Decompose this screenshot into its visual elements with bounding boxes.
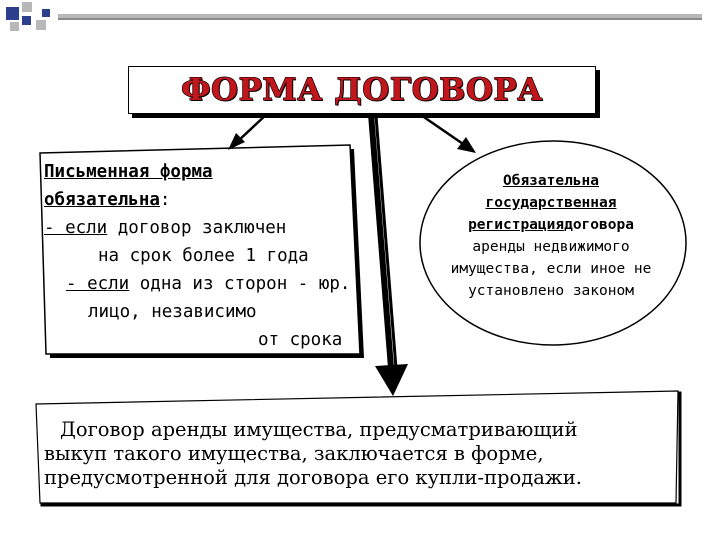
arrow-to-left-line bbox=[237, 113, 268, 142]
decor-top-bar-shadow bbox=[58, 18, 702, 20]
bottom-line3: предусмотренной для договора его купли-продажи. bbox=[44, 466, 583, 489]
title-text: ФОРМА ДОГОВОРА bbox=[181, 72, 543, 108]
bottom-block-text bbox=[44, 418, 684, 490]
arrow-to-bottom-head bbox=[375, 364, 408, 396]
left-block-text bbox=[44, 158, 394, 354]
right-line5: имущества, если иное не bbox=[450, 261, 652, 277]
left-bullet2-cont1: лицо, независимо bbox=[88, 302, 257, 322]
bottom-line1: Договор аренды имущества, предусматривающий bbox=[60, 418, 578, 441]
title-box bbox=[128, 66, 596, 114]
left-bullet2-prefix: - если bbox=[66, 274, 130, 294]
decor-top-bar bbox=[58, 14, 702, 18]
left-bullet2 bbox=[44, 270, 394, 298]
right-line3-contract: договора bbox=[564, 217, 634, 233]
left-bullet2-cont2: от срока bbox=[258, 330, 343, 350]
right-line3-registration: регистрация bbox=[468, 217, 565, 233]
right-line6: установлено законом bbox=[468, 283, 634, 299]
left-bullet1-rest: договор заключен bbox=[107, 218, 287, 238]
arrow-to-right-head bbox=[457, 137, 476, 153]
right-line4: аренды недвижимого bbox=[472, 239, 630, 255]
left-bullet1-cont: на срок более 1 года bbox=[98, 246, 309, 266]
right-line1: Обязательна bbox=[502, 173, 600, 189]
bottom-line2: выкуп такого имущества, заключается в форме, bbox=[44, 442, 544, 465]
left-heading-mandatory: обязательна bbox=[44, 190, 160, 210]
arrow-to-right-line bbox=[418, 113, 466, 146]
left-heading-form: Письменная форма bbox=[44, 162, 213, 182]
right-block-text bbox=[416, 170, 686, 302]
left-heading-colon: : bbox=[159, 190, 171, 210]
left-bullet1-prefix: - если bbox=[44, 218, 108, 238]
left-heading-line1 bbox=[44, 158, 394, 186]
left-bullet1 bbox=[44, 214, 394, 242]
right-line3 bbox=[416, 214, 686, 236]
left-heading-line2 bbox=[44, 186, 394, 214]
left-bullet2-rest: одна из сторон - юр. bbox=[129, 274, 351, 294]
right-line2: государственная bbox=[485, 195, 617, 211]
